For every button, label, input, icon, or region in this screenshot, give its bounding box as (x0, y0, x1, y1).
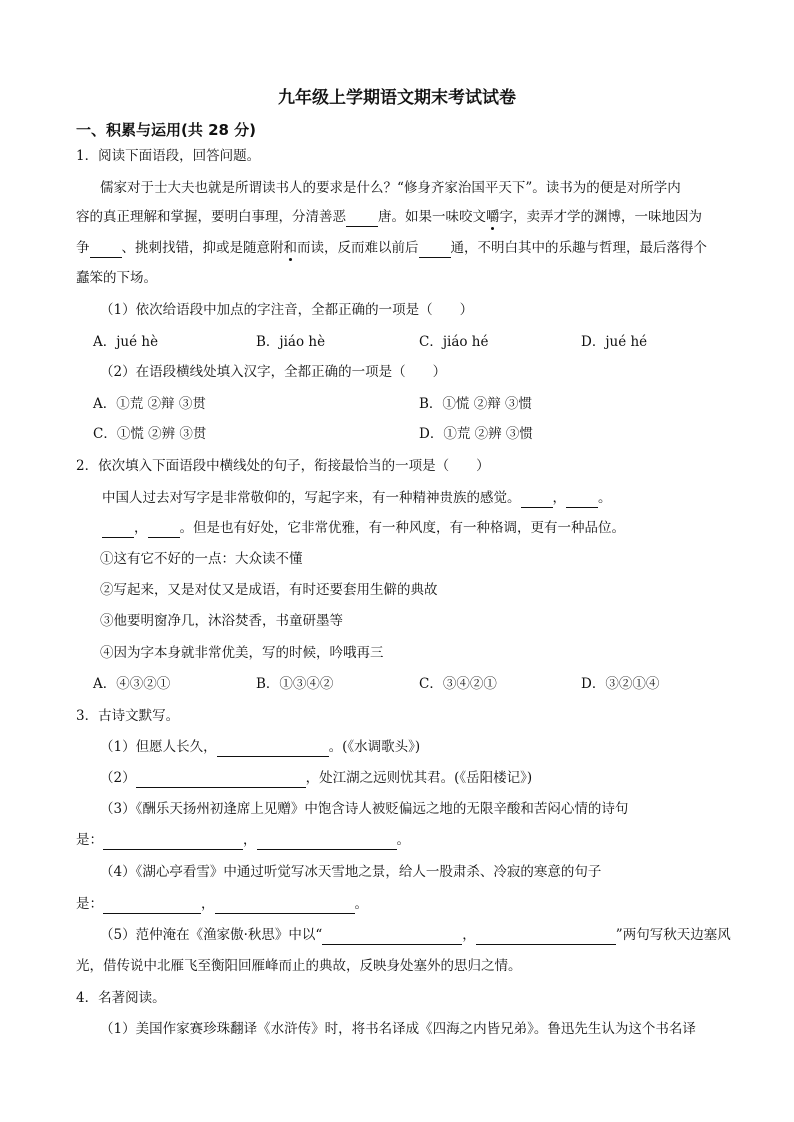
q1-sub2-option-b[interactable]: B．①慌 ②辩 ③惯 (419, 396, 533, 412)
q1-sub1-option-d[interactable]: D．jué hé (581, 334, 648, 350)
answer-blank[interactable] (136, 772, 306, 788)
q1-sub1-option-b[interactable]: B．jiáo hè (256, 334, 326, 350)
question-2-stem: 2．依次填入下面语段中横线处的句子，衔接最恰当的一项是（ ） (76, 458, 490, 474)
q1-sub1-option-a[interactable]: A．jué hè (93, 334, 159, 350)
blank-3 (419, 242, 451, 258)
q3-item-1: （1）但愿人长久， 。(《水调歌头》) (100, 739, 421, 755)
answer-blank[interactable] (476, 929, 616, 945)
answer-blank[interactable] (322, 929, 462, 945)
q3-item-5-cont: 光，借传说中北雁飞至衡阳回雁峰而止的典故，反映身处塞外的思归之情。 (76, 958, 522, 974)
question-4-stem: 4．名著阅读。 (76, 990, 166, 1006)
q2-option-a[interactable]: A．④③②① (93, 676, 171, 692)
q3-item-3: （3）《酬乐天扬州初逢席上见赠》中饱含诗人被贬偏远之地的无限辛酸和苦闷心情的诗句 (100, 801, 629, 817)
q3-item-4: （4）《湖心亭看雪》中通过听觉写冰天雪地之景，给人一股肃杀、冷寂的寒意的句子 (100, 864, 602, 880)
q2-item-2: ②写起来，又是对仗又是成语，有时还要套用生僻的典故 (100, 582, 438, 598)
dotted-char: 和 (283, 240, 297, 256)
q1-para-line-1: 儒家对于士大夫也就是所谓读书人的要求是什么？“修身齐家治国平天下”。读书为的便是对所学内 (100, 180, 681, 196)
q2-option-b[interactable]: B．①③④② (256, 676, 334, 692)
question-1-stem: 1．阅读下面语段，回答问题。 (76, 148, 261, 164)
blank-1 (346, 211, 378, 227)
q3-item-5: （5）范仲淹在《渔家傲·秋思》中以“ ， ”两句写秋天边塞风 (100, 927, 731, 943)
q2-item-1: ①这有它不好的一点：大众读不懂 (100, 551, 303, 567)
blank (148, 522, 180, 538)
answer-blank[interactable] (217, 741, 329, 757)
answer-blank[interactable] (103, 834, 243, 850)
q1-sub-1: （1）依次给语段中加点的字注音，全都正确的一项是（ ） (100, 302, 474, 318)
answer-blank[interactable] (215, 898, 355, 914)
q1-sub-2: （2）在语段横线处填入汉字，全都正确的一项是（ ） (100, 364, 447, 380)
q1-para-line-2: 容的真正理解和掌握，要明白事理，分清善恶 唐。如果一味咬文嚼字，卖弄才学的渊博，一味地因为 (76, 209, 702, 225)
q2-para-line-1: 中国人过去对写字是非常敬仰的，写起字来，有一种精神贵族的感觉。 ， 。 (102, 490, 612, 506)
q3-item-3-answer: 是： ， 。 (76, 832, 410, 848)
answer-blank[interactable] (257, 834, 397, 850)
q2-option-d[interactable]: D．③②①④ (581, 676, 660, 692)
q2-option-c[interactable]: C．③④②① (419, 676, 497, 692)
q3-item-2: （2） ，处江湖之远则忧其君。(《岳阳楼记》) (100, 770, 533, 786)
q4-item-1: （1）美国作家赛珍珠翻译《水浒传》时，将书名译成《四海之内皆兄弟》。鲁迅先生认为这个书名译 (100, 1021, 696, 1037)
q1-sub2-option-a[interactable]: A．①荒 ②辩 ③贯 (93, 396, 206, 412)
blank (102, 522, 134, 538)
page-title: 九年级上学期语文期末考试试卷 (278, 88, 516, 108)
blank-2 (90, 242, 122, 258)
q1-sub2-option-d[interactable]: D．①荒 ②辨 ③惯 (419, 426, 533, 442)
dotted-char: 嚼 (486, 209, 500, 225)
q2-item-4: ④因为字本身就非常优美，写的时候，吟哦再三 (100, 645, 384, 661)
q1-sub1-option-c[interactable]: C．jiáo hé (419, 334, 489, 350)
blank (521, 492, 553, 508)
q2-para-line-2: ， 。但是也有好处，它非常优雅，有一种风度，有一种格调，更有一种品位。 (102, 518, 625, 538)
blank (566, 492, 598, 508)
q3-item-4-answer: 是： ， 。 (76, 896, 368, 912)
section-heading: 一、积累与运用(共 28 分) (76, 121, 257, 139)
answer-blank[interactable] (103, 898, 201, 914)
q2-item-3: ③他要明窗净几，沐浴焚香，书童研墨等 (100, 613, 343, 629)
q1-para-line-4: 蠢笨的下场。 (76, 270, 157, 286)
q1-sub2-option-c[interactable]: C．①慌 ②辨 ③贯 (93, 426, 207, 442)
q1-para-line-3: 争 、挑刺找错，抑或是随意附和而读，反而难以前后 通，不明白其中的乐趣与哲理，最后落得个 (76, 240, 707, 256)
question-3-stem: 3．古诗文默写。 (76, 708, 180, 724)
